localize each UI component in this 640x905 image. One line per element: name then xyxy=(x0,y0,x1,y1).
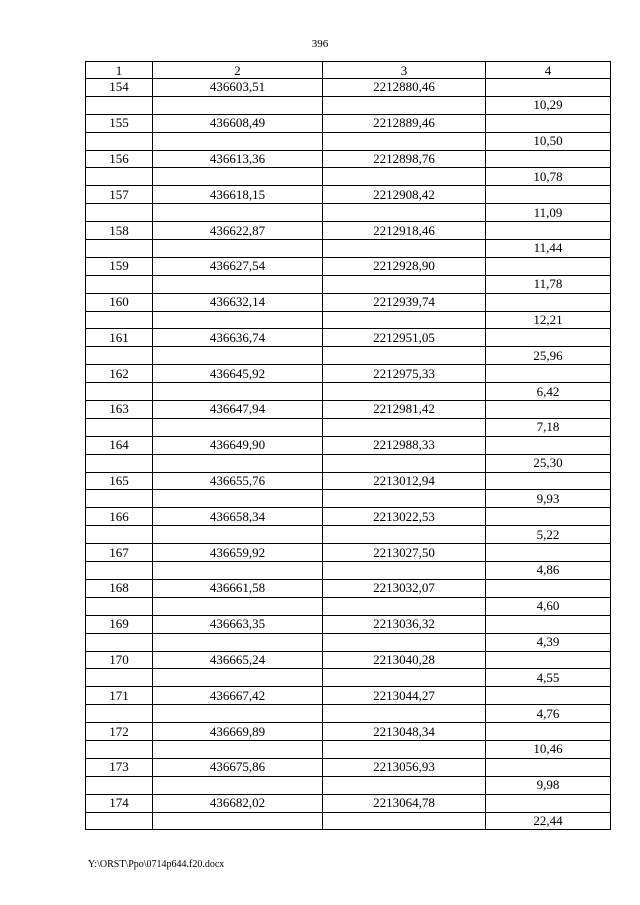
point-number-cell: 169 xyxy=(86,615,153,633)
y-coordinate-cell: 2212988,33 xyxy=(323,436,486,454)
point-row xyxy=(86,114,611,132)
empty-cell xyxy=(486,79,611,97)
column-header-1: 1 xyxy=(86,62,153,79)
distance-row xyxy=(86,383,611,401)
empty-cell xyxy=(86,669,153,687)
y-coordinate-cell: 2212898,76 xyxy=(323,150,486,168)
point-number-cell: 172 xyxy=(86,723,153,741)
y-coordinate-cell: 2213027,50 xyxy=(323,544,486,562)
distance-row xyxy=(86,311,611,329)
x-coordinate-cell: 436675,86 xyxy=(153,758,323,776)
empty-cell xyxy=(486,651,611,669)
empty-cell xyxy=(323,418,486,436)
empty-cell xyxy=(486,401,611,419)
point-number-cell: 154 xyxy=(86,79,153,97)
y-coordinate-cell: 2213048,34 xyxy=(323,723,486,741)
point-row xyxy=(86,758,611,776)
distance-row xyxy=(86,240,611,258)
point-row xyxy=(86,651,611,669)
point-row xyxy=(86,257,611,275)
x-coordinate-cell: 436618,15 xyxy=(153,186,323,204)
point-number-cell: 168 xyxy=(86,579,153,597)
y-coordinate-cell: 2212889,46 xyxy=(323,114,486,132)
empty-cell xyxy=(153,96,323,114)
page-number: 396 xyxy=(311,38,329,50)
empty-cell xyxy=(323,812,486,830)
empty-cell xyxy=(486,544,611,562)
empty-cell xyxy=(486,723,611,741)
distance-row xyxy=(86,705,611,723)
empty-cell xyxy=(323,347,486,365)
point-row xyxy=(86,329,611,347)
empty-cell xyxy=(153,168,323,186)
point-number-cell: 170 xyxy=(86,651,153,669)
empty-cell xyxy=(323,633,486,651)
distance-cell: 25,96 xyxy=(486,347,611,365)
y-coordinate-cell: 2212908,42 xyxy=(323,186,486,204)
empty-cell xyxy=(86,383,153,401)
x-coordinate-cell: 436613,36 xyxy=(153,150,323,168)
y-coordinate-cell: 2212880,46 xyxy=(323,79,486,97)
distance-cell: 10,78 xyxy=(486,168,611,186)
y-coordinate-cell: 2213036,32 xyxy=(323,615,486,633)
empty-cell xyxy=(486,365,611,383)
distance-row xyxy=(86,204,611,222)
x-coordinate-cell: 436608,49 xyxy=(153,114,323,132)
distance-cell: 4,86 xyxy=(486,562,611,580)
empty-cell xyxy=(323,740,486,758)
point-row xyxy=(86,723,611,741)
point-row xyxy=(86,222,611,240)
x-coordinate-cell: 436659,92 xyxy=(153,544,323,562)
column-header-4: 4 xyxy=(486,62,611,79)
empty-cell xyxy=(153,383,323,401)
empty-cell xyxy=(86,240,153,258)
empty-cell xyxy=(323,490,486,508)
distance-row xyxy=(86,132,611,150)
x-coordinate-cell: 436645,92 xyxy=(153,365,323,383)
y-coordinate-cell: 2213056,93 xyxy=(323,758,486,776)
distance-cell: 4,60 xyxy=(486,597,611,615)
empty-cell xyxy=(86,776,153,794)
table-body xyxy=(86,62,611,830)
x-coordinate-cell: 436661,58 xyxy=(153,579,323,597)
empty-cell xyxy=(323,776,486,794)
empty-cell xyxy=(153,490,323,508)
y-coordinate-cell: 2212939,74 xyxy=(323,293,486,311)
empty-cell xyxy=(486,615,611,633)
empty-cell xyxy=(153,132,323,150)
empty-cell xyxy=(323,275,486,293)
empty-cell xyxy=(323,96,486,114)
empty-cell xyxy=(86,490,153,508)
point-number-cell: 158 xyxy=(86,222,153,240)
y-coordinate-cell: 2212951,05 xyxy=(323,329,486,347)
empty-cell xyxy=(323,168,486,186)
y-coordinate-cell: 2213064,78 xyxy=(323,794,486,812)
empty-cell xyxy=(86,562,153,580)
empty-cell xyxy=(86,347,153,365)
point-number-cell: 164 xyxy=(86,436,153,454)
point-row xyxy=(86,794,611,812)
empty-cell xyxy=(486,472,611,490)
distance-row xyxy=(86,812,611,830)
table-header-row xyxy=(86,62,611,79)
empty-cell xyxy=(86,418,153,436)
distance-row xyxy=(86,418,611,436)
empty-cell xyxy=(86,526,153,544)
empty-cell xyxy=(86,132,153,150)
x-coordinate-cell: 436655,76 xyxy=(153,472,323,490)
distance-cell: 7,18 xyxy=(486,418,611,436)
distance-cell: 6,42 xyxy=(486,383,611,401)
distance-row xyxy=(86,562,611,580)
distance-row xyxy=(86,776,611,794)
distance-row xyxy=(86,669,611,687)
footer-file-path: Y:\ORST\Ppo\0714p644.f20.docx xyxy=(88,859,225,870)
distance-row xyxy=(86,740,611,758)
point-number-cell: 155 xyxy=(86,114,153,132)
distance-cell: 4,39 xyxy=(486,633,611,651)
column-header-3: 3 xyxy=(323,62,486,79)
empty-cell xyxy=(486,293,611,311)
empty-cell xyxy=(153,204,323,222)
empty-cell xyxy=(486,257,611,275)
empty-cell xyxy=(86,633,153,651)
empty-cell xyxy=(153,240,323,258)
point-row xyxy=(86,544,611,562)
empty-cell xyxy=(153,454,323,472)
distance-row xyxy=(86,633,611,651)
distance-cell: 9,93 xyxy=(486,490,611,508)
point-number-cell: 161 xyxy=(86,329,153,347)
empty-cell xyxy=(486,222,611,240)
empty-cell xyxy=(323,132,486,150)
point-number-cell: 162 xyxy=(86,365,153,383)
empty-cell xyxy=(86,96,153,114)
x-coordinate-cell: 436669,89 xyxy=(153,723,323,741)
empty-cell xyxy=(153,633,323,651)
empty-cell xyxy=(86,275,153,293)
empty-cell xyxy=(486,114,611,132)
empty-cell xyxy=(486,758,611,776)
empty-cell xyxy=(153,740,323,758)
x-coordinate-cell: 436658,34 xyxy=(153,508,323,526)
x-coordinate-cell: 436649,90 xyxy=(153,436,323,454)
empty-cell xyxy=(323,383,486,401)
empty-cell xyxy=(153,311,323,329)
distance-cell: 4,55 xyxy=(486,669,611,687)
empty-cell xyxy=(486,329,611,347)
empty-cell xyxy=(323,204,486,222)
distance-cell: 22,44 xyxy=(486,812,611,830)
distance-cell: 9,98 xyxy=(486,776,611,794)
x-coordinate-cell: 436636,74 xyxy=(153,329,323,347)
x-coordinate-cell: 436663,35 xyxy=(153,615,323,633)
point-row xyxy=(86,150,611,168)
point-row xyxy=(86,508,611,526)
point-number-cell: 165 xyxy=(86,472,153,490)
y-coordinate-cell: 2212975,33 xyxy=(323,365,486,383)
point-number-cell: 156 xyxy=(86,150,153,168)
x-coordinate-cell: 436682,02 xyxy=(153,794,323,812)
point-row xyxy=(86,365,611,383)
x-coordinate-cell: 436667,42 xyxy=(153,687,323,705)
empty-cell xyxy=(153,669,323,687)
empty-cell xyxy=(153,812,323,830)
empty-cell xyxy=(323,597,486,615)
point-number-cell: 159 xyxy=(86,257,153,275)
distance-row xyxy=(86,96,611,114)
empty-cell xyxy=(486,186,611,204)
point-row xyxy=(86,401,611,419)
x-coordinate-cell: 436665,24 xyxy=(153,651,323,669)
empty-cell xyxy=(86,454,153,472)
empty-cell xyxy=(86,311,153,329)
empty-cell xyxy=(153,705,323,723)
distance-row xyxy=(86,526,611,544)
empty-cell xyxy=(86,740,153,758)
distance-cell: 11,44 xyxy=(486,240,611,258)
distance-row xyxy=(86,490,611,508)
empty-cell xyxy=(153,347,323,365)
point-number-cell: 171 xyxy=(86,687,153,705)
x-coordinate-cell: 436627,54 xyxy=(153,257,323,275)
distance-cell: 12,21 xyxy=(486,311,611,329)
point-number-cell: 163 xyxy=(86,401,153,419)
empty-cell xyxy=(153,418,323,436)
column-header-2: 2 xyxy=(153,62,323,79)
empty-cell xyxy=(153,526,323,544)
empty-cell xyxy=(486,794,611,812)
point-number-cell: 173 xyxy=(86,758,153,776)
empty-cell xyxy=(486,508,611,526)
point-row xyxy=(86,472,611,490)
distance-cell: 10,29 xyxy=(486,96,611,114)
distance-cell: 10,50 xyxy=(486,132,611,150)
y-coordinate-cell: 2213022,53 xyxy=(323,508,486,526)
distance-cell: 11,78 xyxy=(486,275,611,293)
coordinates-table xyxy=(85,61,611,830)
empty-cell xyxy=(86,812,153,830)
distance-row xyxy=(86,168,611,186)
empty-cell xyxy=(323,562,486,580)
distance-row xyxy=(86,597,611,615)
x-coordinate-cell: 436622,87 xyxy=(153,222,323,240)
point-row xyxy=(86,687,611,705)
point-row xyxy=(86,579,611,597)
x-coordinate-cell: 436647,94 xyxy=(153,401,323,419)
point-number-cell: 157 xyxy=(86,186,153,204)
y-coordinate-cell: 2213032,07 xyxy=(323,579,486,597)
empty-cell xyxy=(86,597,153,615)
empty-cell xyxy=(486,150,611,168)
distance-row xyxy=(86,275,611,293)
distance-cell: 25,30 xyxy=(486,454,611,472)
empty-cell xyxy=(486,687,611,705)
y-coordinate-cell: 2213044,27 xyxy=(323,687,486,705)
empty-cell xyxy=(153,562,323,580)
empty-cell xyxy=(86,705,153,723)
empty-cell xyxy=(153,275,323,293)
empty-cell xyxy=(153,776,323,794)
empty-cell xyxy=(486,436,611,454)
distance-cell: 4,76 xyxy=(486,705,611,723)
distance-cell: 10,46 xyxy=(486,740,611,758)
distance-cell: 11,09 xyxy=(486,204,611,222)
point-row xyxy=(86,79,611,97)
empty-cell xyxy=(323,705,486,723)
point-number-cell: 174 xyxy=(86,794,153,812)
y-coordinate-cell: 2213040,28 xyxy=(323,651,486,669)
empty-cell xyxy=(323,454,486,472)
y-coordinate-cell: 2212928,90 xyxy=(323,257,486,275)
point-number-cell: 166 xyxy=(86,508,153,526)
empty-cell xyxy=(323,669,486,687)
distance-row xyxy=(86,347,611,365)
x-coordinate-cell: 436603,51 xyxy=(153,79,323,97)
x-coordinate-cell: 436632,14 xyxy=(153,293,323,311)
point-row xyxy=(86,293,611,311)
empty-cell xyxy=(323,240,486,258)
point-number-cell: 167 xyxy=(86,544,153,562)
distance-cell: 5,22 xyxy=(486,526,611,544)
y-coordinate-cell: 2212981,42 xyxy=(323,401,486,419)
y-coordinate-cell: 2213012,94 xyxy=(323,472,486,490)
empty-cell xyxy=(323,526,486,544)
point-row xyxy=(86,436,611,454)
empty-cell xyxy=(153,597,323,615)
empty-cell xyxy=(86,204,153,222)
empty-cell xyxy=(86,168,153,186)
point-row xyxy=(86,186,611,204)
y-coordinate-cell: 2212918,46 xyxy=(323,222,486,240)
distance-row xyxy=(86,454,611,472)
empty-cell xyxy=(486,579,611,597)
empty-cell xyxy=(323,311,486,329)
point-number-cell: 160 xyxy=(86,293,153,311)
point-row xyxy=(86,615,611,633)
